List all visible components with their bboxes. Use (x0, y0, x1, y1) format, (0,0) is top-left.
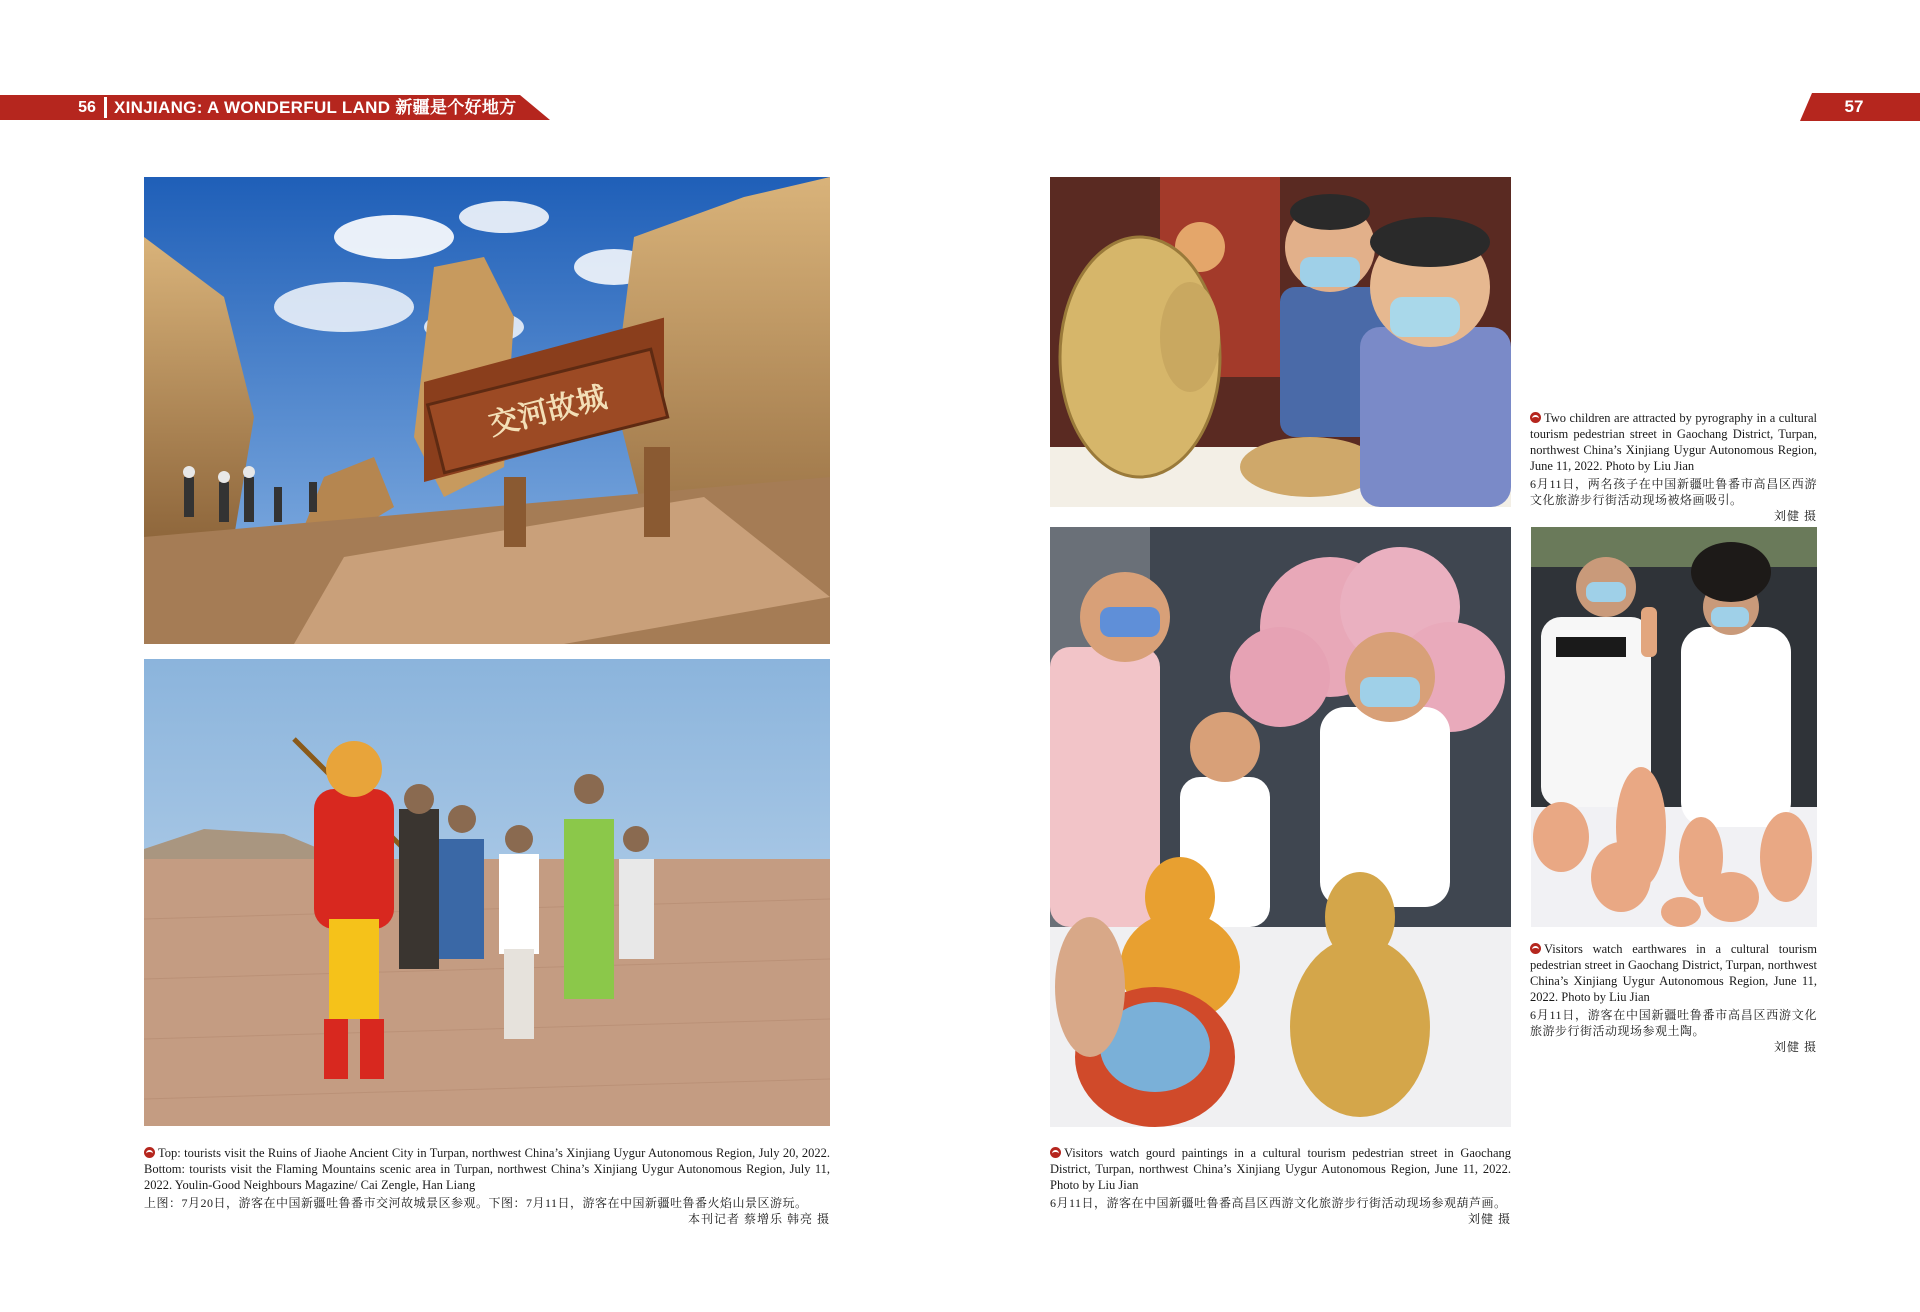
photo-flaming-mountains (144, 659, 830, 1126)
photo-earthwares (1531, 527, 1817, 927)
caption-left (144, 1145, 830, 1227)
caption-right-bottom-en: Visitors watch earthwares in a cultural tourism pedestrian street in Gaochang District, Turpan, northwest China’s Xinjiang Uygur Autonomous Region, June 11, 2022. Photo by Liu Jian (1530, 942, 1817, 1004)
page-number-left: 56 (78, 99, 96, 116)
photo-jiaohe-ruins (144, 177, 830, 644)
caption-middle-en: Visitors watch gourd paintings in a cultural tourism pedestrian street in Gaochang District, Turpan, northwest China’s Xinjiang Uygur Autonomous Region, June 11, 2022. Photo by Liu Jian (1050, 1146, 1511, 1192)
caption-right-top-zh: 6月11日，两名孩子在中国新疆吐鲁番市高昌区西游文化旅游步行街活动现场被烙画吸引。 (1530, 477, 1817, 507)
caption-bullet-icon (1530, 412, 1541, 423)
caption-right-top-credit: 刘健 摄 (1773, 509, 1817, 523)
caption-bullet-icon (1530, 943, 1541, 954)
caption-left-en: Top: tourists visit the Ruins of Jiaohe Ancient City in Turpan, northwest China’s Xinjiang Uygur Autonomous Region, July 20, 2022. Bottom: tourists visit the Flaming Mountains scenic area in Turpan, northwest China’s Xinjiang Uygur Autonomous Region, July 11, 2022. Youlin-Good Neighbours Magazine/ Cai Zengle, Han Liang (144, 1146, 830, 1192)
caption-right-top-en: Two children are attracted by pyrography in a cultural tourism pedestrian street in Gaochang District, Turpan, northwest China’s Xinjiang Uygur Autonomous Region, June 11, 2022. Photo by Liu Jian (1530, 411, 1817, 473)
caption-left-credit: 本刊记者 蔡增乐 韩亮 摄 (687, 1212, 830, 1226)
caption-bullet-icon (144, 1147, 155, 1158)
photo-children-pyrography (1050, 177, 1511, 507)
caption-middle-credit: 刘健 摄 (1467, 1212, 1511, 1226)
jiaohe-sign-text: 交河故城 (485, 379, 611, 443)
caption-bullet-icon (1050, 1147, 1061, 1158)
caption-right-top (1530, 410, 1817, 524)
caption-right-bottom (1530, 941, 1817, 1055)
section-title: XINJIANG: A WONDERFUL LAND 新疆是个好地方 (114, 98, 517, 117)
caption-middle (1050, 1145, 1511, 1227)
photo-gourd-paintings (1050, 527, 1511, 1127)
caption-right-bottom-credit: 刘健 摄 (1773, 1040, 1817, 1054)
caption-left-zh: 上图：7月20日，游客在中国新疆吐鲁番市交河故城景区参观。下图：7月11日，游客在中国新疆吐鲁番火焰山景区游玩。 (144, 1196, 808, 1210)
page-number-right: 57 (1844, 97, 1864, 116)
header-separator (104, 97, 107, 118)
caption-middle-zh: 6月11日，游客在中国新疆吐鲁番高昌区西游文化旅游步行街活动现场参观葫芦画。 (1050, 1196, 1507, 1210)
caption-right-bottom-zh: 6月11日，游客在中国新疆吐鲁番市高昌区西游文化旅游步行街活动现场参观土陶。 (1530, 1008, 1817, 1038)
